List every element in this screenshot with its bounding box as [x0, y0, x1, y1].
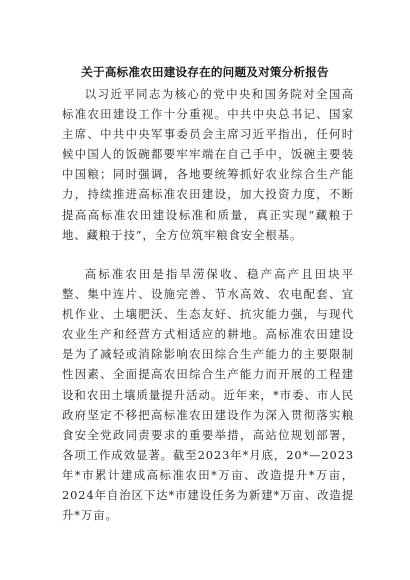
body-paragraph-1: 以习近平同志为核心的党中央和国务院对全国高标准农田建设工作十分重视。中共中央总书记、国家主席、中共中央军事委员会主席习近平指出，任何时候中国人的饭碗都要牢牢端在自己手中，饭碗主要装中国粮；同时强调，各地要统筹抓好农业综合生产能力，持续推进高标准农田建设，加大投资力度，不断提高高标准农田建设标准和质量，真正实现“藏粮于地、藏粮于技”，全方位筑牢粮食安全根基。: [62, 87, 354, 242]
body-paragraph-2: 高标准农田是指旱涝保收、稳产高产且田块平整、集中连片、设施完善、节水高效、农电配套、宜机作业、土壤肥沃、生态友好、抗灾能力强，与现代农业生产和经营方式相适应的耕地。高标准农田建设是为了减轻或消除影响农田综合生产能力的主要限制性因素、全面提高农田综合生产能力而开展的工程建设和农田土壤质量提升活动。近年来，*市委、市人民政府坚定不移把高标准农田建设作为深入贯彻落实粮食安全党政同责要求的重要举措，高站位规划部署，各项工作成效显著。截至2023年*月底，20*—2023年*市累计建成高标准农田*万亩、改造提升*万亩，2024年自治区下达*市建设任务为新建*万亩、改造提升*万亩。: [62, 267, 354, 523]
document-title: 关于高标准农田建设存在的问题及对策分析报告: [81, 65, 329, 79]
